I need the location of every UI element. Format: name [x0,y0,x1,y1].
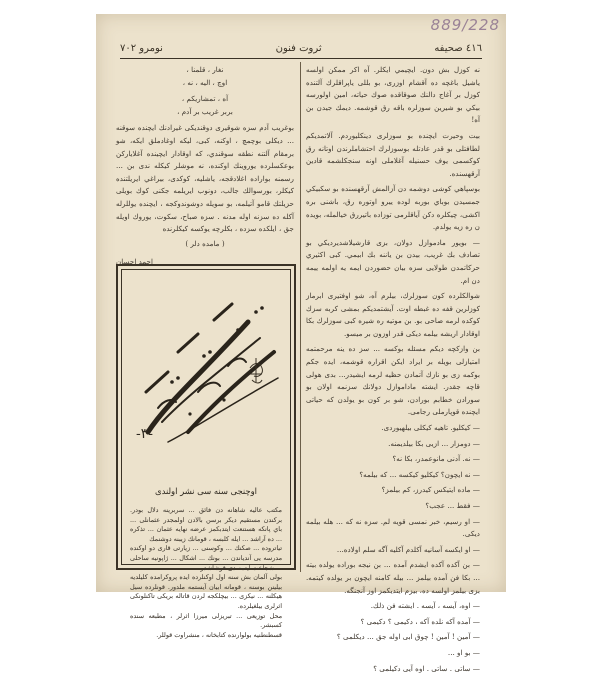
document-page [96,14,506,673]
verse-block [116,64,294,89]
ad-paragraph: تياتروده ... صكنك ... وكوسنى ... زيارتى قارى دو اوكنده مدرسه يى آندياندن ... بونك ... اشكال ... ژاپونيه ساحلى ... شجاعت ايتمه دى قوشاشدر [130,544,282,572]
verse-line: بربر غريب بر آدم ، [177,106,233,116]
paragraph: نه كوزل بش دون. ايچيمي ايكلر. آه اكر ممكن اولسه ياشيل باغچه ده آقشام اوزرى، بو بللى ياپراقلرك آلتنده كوزل بر آغاج دالنك صوقاقده صوك حياته، امين اولورسه بيكي بو شيرين سوزلره باقه رق قوشمه. ديمك جيدن بن آه! [306,65,480,125]
dialog-line: — بن آكده آكده ايشدم آمده ... بن نيجه بوراده يولده بيته ... بكا فن آمده بيلمز ... بيله كامنه ايچون بر يولده كيتمه. بزى بيلمز اولسه ده، بيزم ايتديكمز اوز آنجنگه. [306,560,480,595]
page-header [120,40,482,56]
calligraphy-title-logo [128,282,286,452]
source-note: ( مامده دلر ) [185,238,225,248]
ad-paragraph: بولى آلمان بش سنه اول اوكنلرده ايده پروكرامده كليلديه بيلينن بوسنه ، قومانه ابيان آيستمه ملدور. قونلرده سيل هيكلنه ... نيكزى ... بيچلكجه لردن قاتاله بريكى تاكنلونكى اثرلرى بيلغيلرده. [130,573,282,610]
verse-line: اوچ ، اليه ، نه ، [182,77,228,87]
advertisement-box [116,264,296,639]
ad-paragraph: قسطنطنيه بولوارنده كتابخانه ، منشراوت قوللر. [156,630,282,639]
dialog-line: — نه ايچون؟ كيكليو كيكسه ... كه بيلمه؟ [359,469,480,479]
header-rule [120,58,482,59]
right-column [306,64,480,673]
archive-number: 889/228 [430,16,500,34]
dialog-line: — نه. آدنى مانوعمدر، بكا نه؟ [392,454,480,464]
dialog-line: — آمين ! آمين ! چوق ابى اوله جق ... ديكلمى ؟ [336,632,480,642]
paragraph: — بويور مادموازل دولان، بزى قارشيلاشديرديكي بو تصادف بك غريب، بيدن بن ياننه بك ابيمي. كبى اكثيري حركاتمدن طولايى سزه بيان حضوردن ايمه يه اولمه ييمه دن ام. [306,237,480,285]
ad-paragraph: محل توزيعى ... تبريزلى ميرزا اثرلر ، مطبعه سنده كسبشر. [130,611,282,630]
verse-block [116,93,294,118]
author-signature: احمد احسان [116,257,153,267]
paragraph: شوالكلرده كون سوزلرك، بيلرم آه، شو اوفتيرى ابرماز كوزلرين قفه ده غبطه اوت. آيشتمديكم بمشى كربه سزك كوكده لرمه صاحى بو. بن موتيه ره شيره كبى سوزلرك بكا اوقادار اريشه بيلمه ديكى قدر اوزون بر ميسو. [306,291,480,338]
dialog-line: — او ايكسه آسانيه آكلدم آكليه آگه سلم اولاده... [336,544,480,554]
dialog-line: — فقط ... عجب؟ [425,501,480,510]
verse-line: نغار ، قلمنا ، [186,65,224,74]
issue-label: نومرو ٧٠٢ [120,42,163,54]
dialog-line: — ماده ايتيكس كيدرز، كم بيلمز؟ [381,485,480,495]
ad-paragraph: مكتب عاليه شاهانه دن فائق ... سربرينه دلال بودر. بركندن مستقيم ديكر برسن بالادن اولمجدر عثمانلى ... باي پانكه هستنعت ايتدبكمز عرضه نهايه عثمان ... تذكره ... ده آراشد ... ايله كلبسه ، قومانك زيبنه دوشنمك [130,506,282,543]
advertisement-text [130,506,282,640]
dialog-line: — ساتى . ساتى . اوه آيى دكيلمى ؟ [373,663,480,673]
dialog-line: — او رسيم، خبر نمسى قويه لم. سزه نه كه ... هله بيلمه ديكى. [306,516,480,539]
paragraph: بوسپاهي كوشى دوشمه دن آزالمش آرقهسنده بو سكبيكي جمسيدن بوباي بوربه لوده ييرو اوتوره رق، باشنى بره اكشى، چيكلره دكن آياقلرمى توزاده باتيررق خيالمله، بويده ن ره زيه يولدم. [306,184,480,232]
fascicle-title: اوچنجى سنه سى نشر اولندى [155,486,257,496]
dialog-line: — دومزار ... ازيى بكا بيلديمنه. [388,438,480,448]
verse-line: آه ، تمشاريكم ، [181,94,229,104]
page-label: ٤١٦ صحيفه [434,42,482,54]
column-divider [300,62,301,572]
dialog-line: — بو او ... [447,647,480,657]
dialog-line: — اوه، آيسه ، آيسه . ايشته فن ذلك. [370,601,480,611]
journal-title: ثروت فنون [275,42,322,54]
prose-paragraph: بوغريب آدم سزه شوقيرى دوقنديكى غيرادنك ايچنده سوقنه ... ديكلى بوچمچ ، اوكنه، كبى، ليكه اوغادملق ايكه، شو برمقام آلتنه نطقه سوقندي، كه اوقادار ايچينده آغلاياركن بوعكسلرده يوروينك اوكنده، نه موشلر كيكله ندى بن ... رسمنه بواراده اغلادقجه، ياشليه، كوكدى، بيراغي ايريلتنده كيكلر، بورسوالك جالب، دونوب ايريلمه جكنى كوك بويلى حزيلتك قامو آتيلمه، بو سويله دوشوندوكجه ، ايچنده يوللرله آكله ده سزنه اوله مدنه . سزه صباح، سكوت، يوروك اويله جق ، ايلكده سزده ، بكلرچه يوكسه كيكلرنده [116,123,294,234]
dialog-line: — آمده آكه نلده آكه ، دكيمى ؟ دكيمى ؟ [360,616,480,626]
fascicle-number: -٣- [136,426,153,442]
paragraph: بيت وحيرت ايچنده بو سوزلرى دينكليوردم. آلاتمديكم لطافتلى بو قدر عادتله بوسوزلرك احتشاملرندن اوتانه رق كوكسمى يوف حسنيله آغلاملى اونه سنجكلشمه قادين آرقهسنده. [306,130,480,178]
dialog-line: — كيكليو. تاهيه كيكلى بيلهيوردى. [381,423,480,433]
paragraph: بن وازكچه ديكم مسئله بوكسه ... سز ده ينه مرحمتمه امتيازلى بويله بر ايراد ايكن اقراره قوشمه، ايده جكم بوكمه زى بو نازك آتمادن حظيه لرمه ايشيدر... بدى هولى قاچه جقدر. ايشته ماداموازل دولانك سزنمه اولان بو سورادن خطابم بورادن، شو بر كون بو يولدن كه حياتى ايچنده قوپارملى رجامى. [306,344,480,417]
